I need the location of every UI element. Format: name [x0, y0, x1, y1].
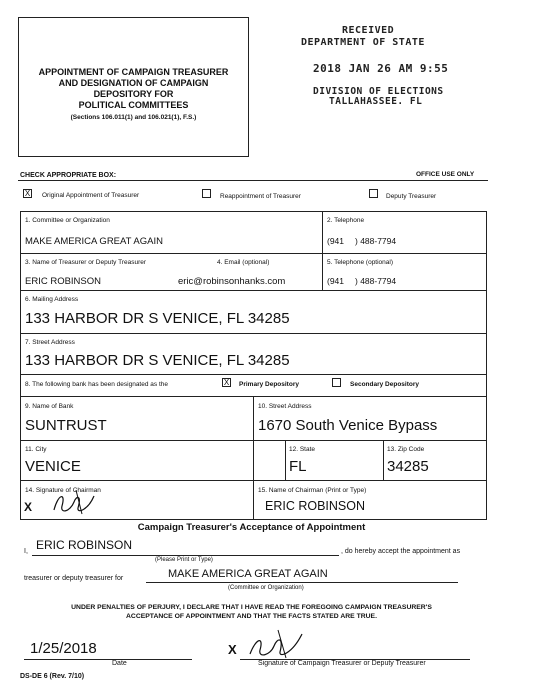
- zip-value[interactable]: 34285: [387, 458, 429, 475]
- perjury-line-2: ACCEPTANCE OF APPOINTMENT AND THAT THE FACTS STATED ARE TRUE.: [126, 613, 377, 620]
- chairman-signature-image: [48, 484, 108, 518]
- city-label: 11. City: [25, 446, 47, 453]
- divider: [18, 180, 488, 181]
- title-line-3: DEPOSITORY FOR: [93, 89, 174, 99]
- stamp-department: DEPARTMENT OF STATE: [301, 37, 425, 48]
- form-title: [18, 67, 249, 111]
- print-hint: (Please Print or Type): [155, 557, 213, 563]
- city-value[interactable]: VENICE: [25, 458, 81, 475]
- telephone-area[interactable]: (941: [327, 236, 345, 246]
- street-address-label: 7. Street Address: [25, 339, 75, 346]
- office-use-label: OFFICE USE ONLY: [416, 171, 475, 178]
- date-value[interactable]: 1/25/2018: [30, 640, 97, 657]
- form-id: DS-DE 6 (Rev. 7/10): [20, 673, 85, 680]
- treasurer-signature-image: [244, 624, 314, 662]
- title-line-4: POLITICAL COMMITTEES: [78, 100, 189, 110]
- acceptance-committee[interactable]: MAKE AMERICA GREAT AGAIN: [168, 568, 328, 580]
- bank-designation-label: 8. The following bank has been designated as the: [25, 381, 168, 388]
- chairman-signature-label: 14. Signature of Chairman: [25, 487, 101, 494]
- reappointment-label: Reappointment of Treasurer: [220, 193, 301, 200]
- row-line: [20, 253, 487, 254]
- bank-street-value[interactable]: 1670 South Venice Bypass: [258, 417, 438, 434]
- col-line: [383, 440, 384, 480]
- stamp-division: DIVISION OF ELECTIONS: [313, 86, 444, 97]
- col-line: [253, 396, 254, 520]
- stamp-city: TALLAHASSEE. FL: [329, 96, 423, 107]
- perjury-statement: [18, 603, 485, 621]
- stamp-received: RECEIVED: [342, 25, 395, 36]
- row-line: [20, 333, 487, 334]
- state-label: 12. State: [289, 446, 316, 453]
- bank-name-label: 9. Name of Bank: [25, 403, 74, 410]
- telephone-optional-label: 5. Telephone (optional): [327, 259, 394, 266]
- treasurer-name-label: 3. Name of Treasurer or Deputy Treasurer: [25, 259, 147, 266]
- check-box-label: CHECK APPROPRIATE BOX:: [20, 172, 117, 179]
- row-line: [20, 290, 487, 291]
- title-line-1: APPOINTMENT OF CAMPAIGN TREASURER: [38, 67, 229, 77]
- treasurer-name-value[interactable]: ERIC ROBINSON: [25, 276, 102, 287]
- chairman-name-value[interactable]: ERIC ROBINSON: [265, 499, 366, 513]
- col-line: [322, 211, 323, 290]
- original-appointment-label: Original Appointment of Treasurer: [42, 192, 140, 199]
- mailing-address-value[interactable]: 133 HARBOR DR S VENICE, FL 34285: [25, 310, 290, 327]
- acceptance-prefix: I,: [24, 548, 28, 555]
- statute-sections: (Sections 106.011(1) and 106.021(1), F.S.): [70, 114, 197, 121]
- secondary-depository-label: Secondary Depository: [350, 381, 419, 388]
- row-line: [20, 374, 487, 375]
- signature-label: Signature of Campaign Treasurer or Deputy Treasurer: [258, 660, 426, 667]
- telephone-number[interactable]: ) 488-7794: [355, 236, 397, 246]
- chairman-signature-mark: X: [24, 500, 33, 514]
- state-value[interactable]: FL: [289, 458, 307, 475]
- street-address-value[interactable]: 133 HARBOR DR S VENICE, FL 34285: [25, 352, 290, 369]
- deputy-treasurer-checkbox[interactable]: [369, 189, 378, 198]
- date-line: [24, 659, 192, 660]
- acceptance-suffix: , do hereby accept the appointment as: [341, 548, 461, 555]
- original-appointment-checkbox[interactable]: X: [24, 189, 31, 198]
- acceptance-name[interactable]: ERIC ROBINSON: [36, 538, 133, 552]
- telephone-optional-area[interactable]: (941: [327, 276, 345, 286]
- chairman-name-label: 15. Name of Chairman (Print or Type): [258, 487, 367, 494]
- email-label: 4. Email (optional): [217, 259, 270, 266]
- committee-line: [146, 582, 458, 583]
- reappointment-checkbox[interactable]: [202, 189, 211, 198]
- perjury-line-1: UNDER PENALTIES OF PERJURY, I DECLARE THAT I HAVE READ THE FOREGOING CAMPAIGN TREASURER'S: [71, 604, 432, 611]
- committee-label: 1. Committee or Organization: [25, 217, 110, 224]
- primary-depository-label: Primary Depository: [239, 381, 299, 388]
- secondary-depository-checkbox[interactable]: [332, 378, 341, 387]
- bank-street-label: 10. Street Address: [258, 403, 312, 410]
- primary-depository-checkbox[interactable]: X: [223, 378, 230, 387]
- stamp-datetime: 2018 JAN 26 AM 9:55: [313, 62, 449, 75]
- date-label: Date: [112, 660, 127, 667]
- telephone-optional-number[interactable]: ) 488-7794: [355, 276, 397, 286]
- committee-hint: (Committee or Organization): [228, 585, 304, 591]
- treasurer-signature-mark: X: [228, 642, 237, 657]
- committee-value[interactable]: MAKE AMERICA GREAT AGAIN: [25, 236, 163, 247]
- email-value[interactable]: eric@robinsonhanks.com: [178, 276, 286, 287]
- telephone-label: 2. Telephone: [327, 217, 365, 224]
- role-text: treasurer or deputy treasurer for: [24, 575, 124, 582]
- acceptance-heading: Campaign Treasurer's Acceptance of Appointment: [137, 522, 366, 533]
- deputy-treasurer-label: Deputy Treasurer: [386, 193, 437, 200]
- zip-label: 13. Zip Code: [387, 446, 425, 453]
- title-line-2: AND DESIGNATION OF CAMPAIGN: [58, 78, 209, 88]
- col-line: [285, 440, 286, 480]
- mailing-address-label: 6. Mailing Address: [25, 296, 79, 303]
- bank-name-value[interactable]: SUNTRUST: [25, 417, 107, 434]
